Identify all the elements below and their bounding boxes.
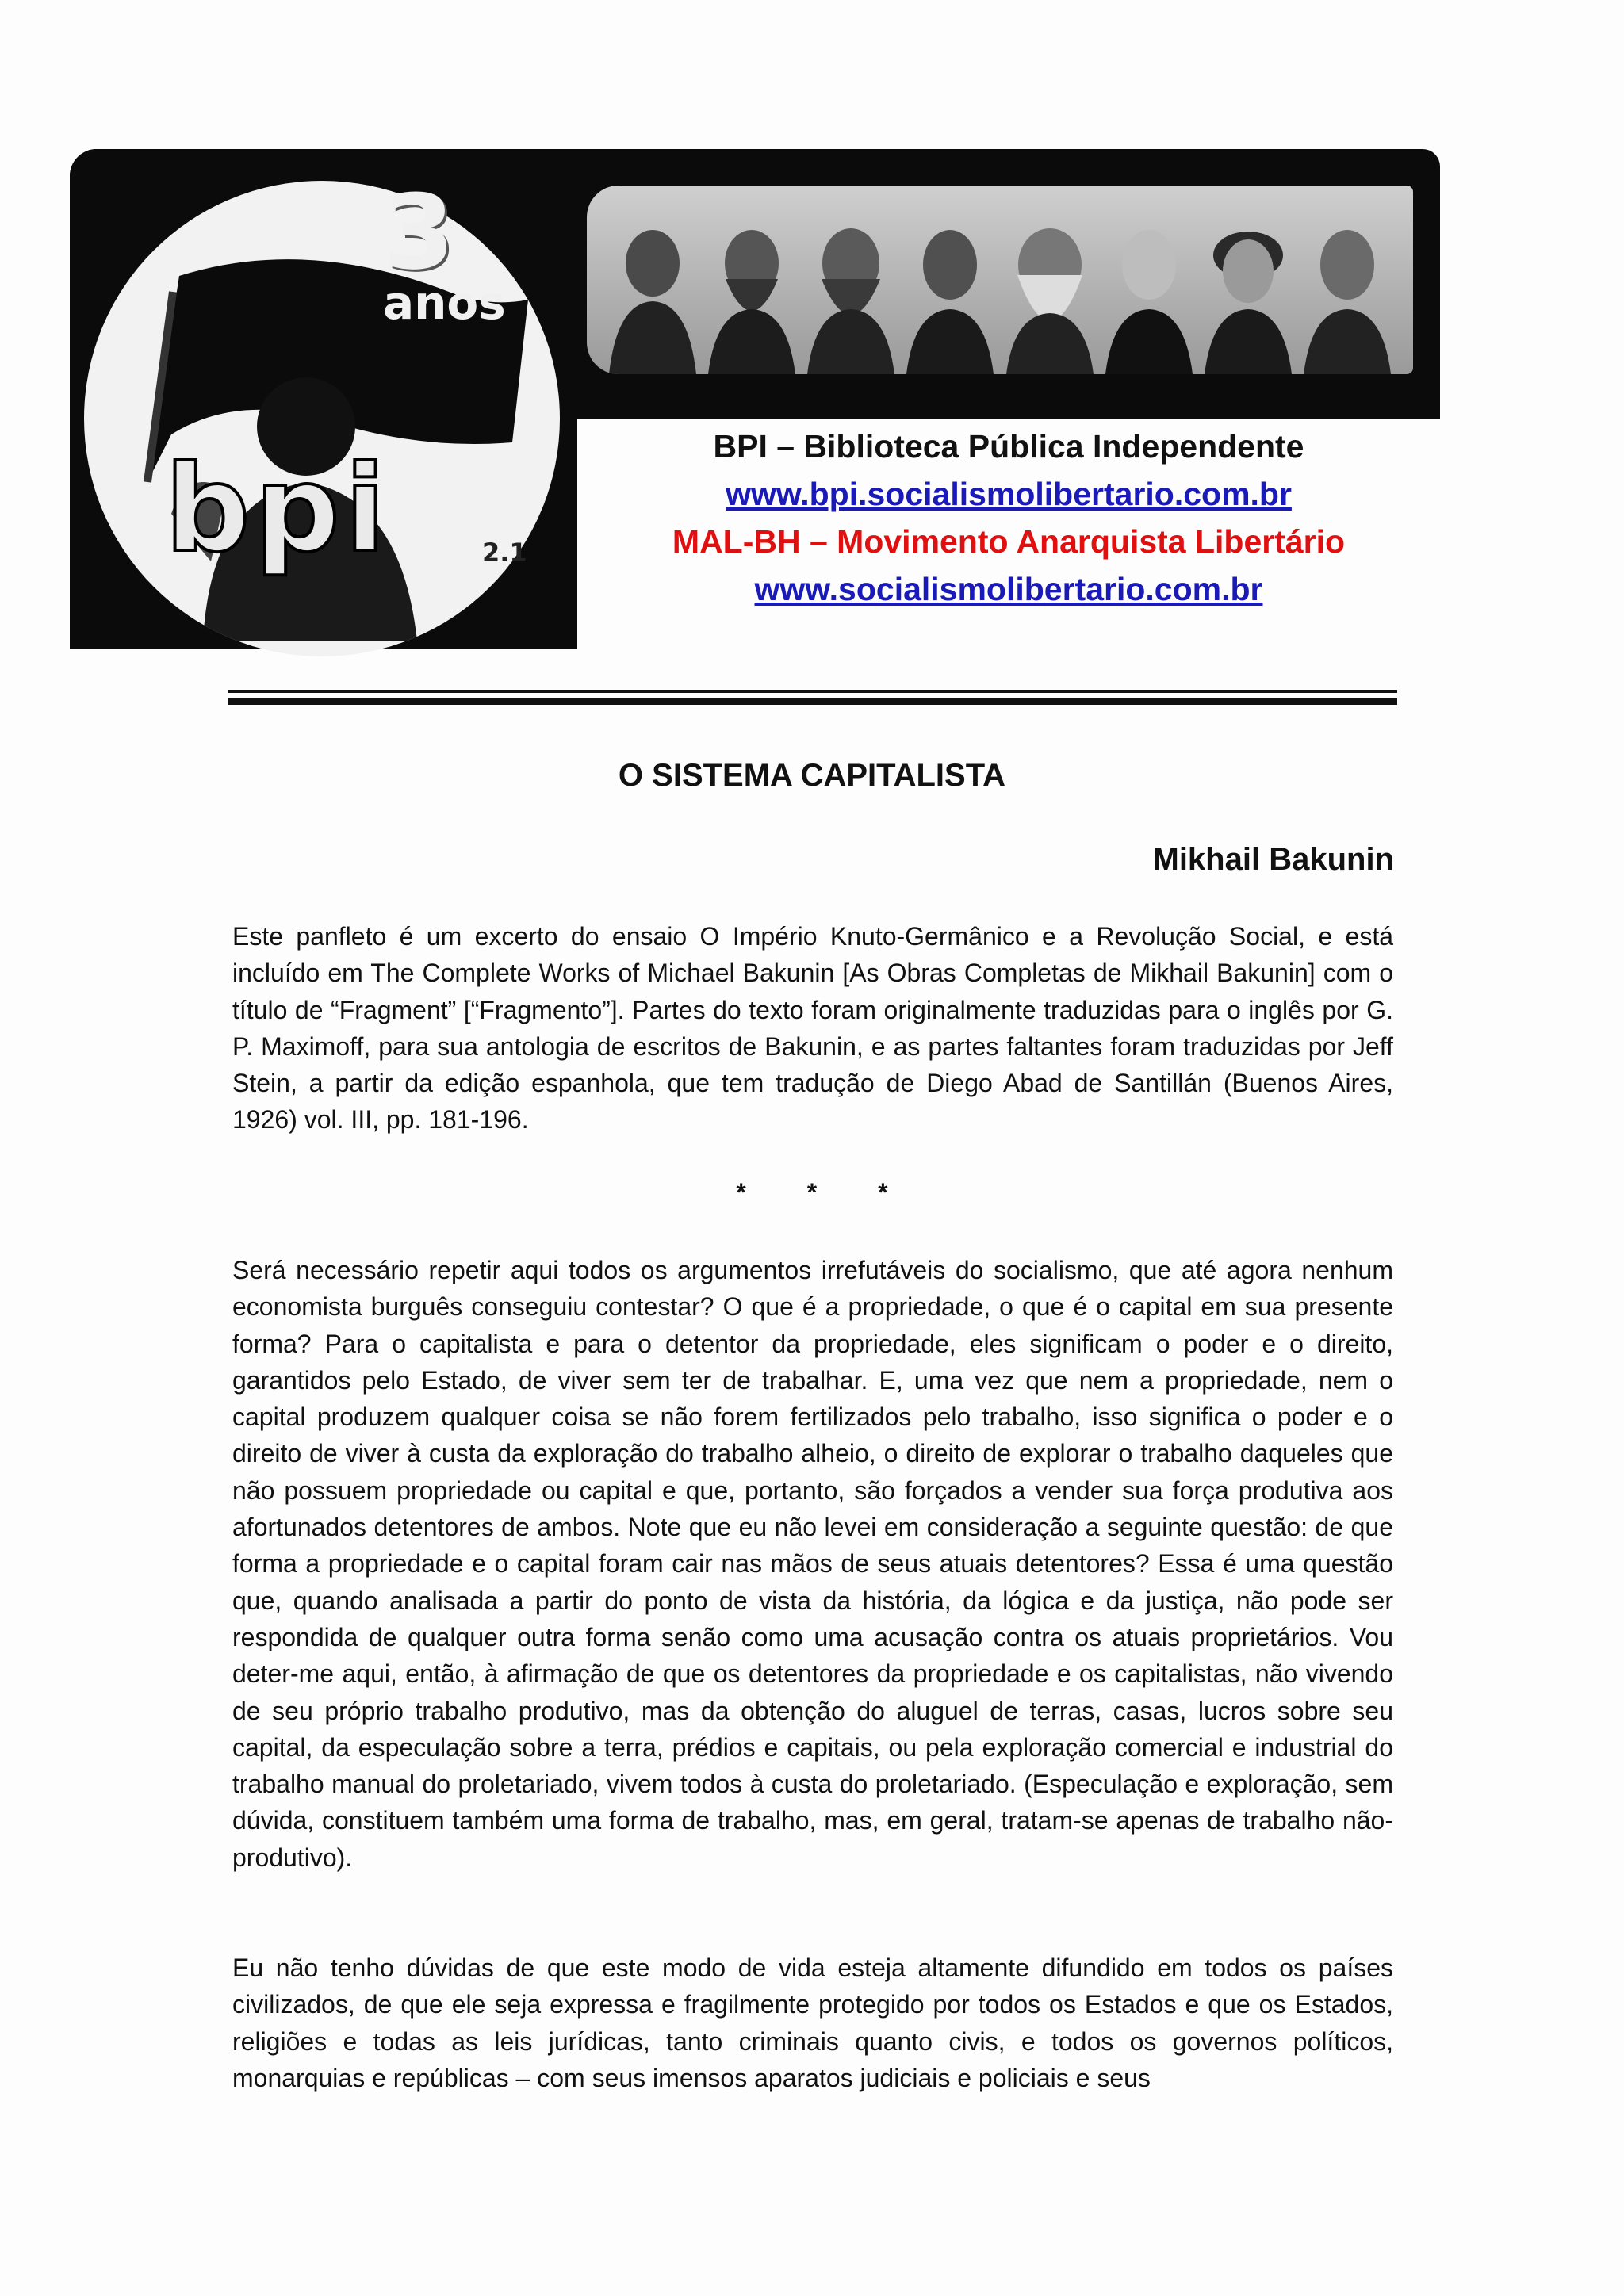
body-paragraph-2: Eu não tenho dúvidas de que este modo de vida esteja altamente difundido em todos os países civilizados, de que ele seja expressa e fragilmente protegido por todos os Estados e que os Estados, religiões e todas as leis jurídicas, tanto criminais quanto civis, e todos os governos políticos, monarquias e repúblicas – com seus imensos aparatos judiciais e policiais e seus [232, 1954, 1393, 2092]
bpi-logo-text: bpi [165, 441, 391, 579]
portrait-image [1006, 208, 1094, 374]
portrait-image [609, 208, 696, 374]
banner-divider [568, 419, 576, 649]
portrait-image [1105, 208, 1193, 374]
portrait-image [708, 208, 795, 374]
anniversary-label: anos [383, 276, 506, 330]
document-author: Mikhail Bakunin [1152, 842, 1394, 877]
portrait-image [906, 208, 994, 374]
movement-url-link[interactable]: www.socialismolibertario.com.br [754, 571, 1263, 607]
bpi-logo [84, 172, 560, 656]
document-title: O SISTEMA CAPITALISTA [618, 758, 1006, 793]
portrait-strip [587, 186, 1413, 374]
header-separator [228, 690, 1397, 710]
library-name: BPI – Biblioteca Pública Independente [713, 428, 1304, 465]
banner-info [577, 423, 1440, 613]
portrait-image [1304, 208, 1391, 374]
section-separator: * * * [736, 1178, 915, 1207]
movement-name: MAL-BH – Movimento Anarquista Libertário [672, 523, 1346, 560]
library-url-link[interactable]: www.bpi.socialismolibertario.com.br [726, 476, 1292, 512]
intro-paragraph: Este panfleto é um excerto do ensaio O Império Knuto-Germânico e a Revolução Social, e está incluído em The Complete Works of Michael Bakunin [As Obras Completas de Mikhail Bakunin] com o título de “Fragment” [“Fragmento”]. Partes do texto foram originalmente traduzidas para o inglês por G. P. Maximoff, para sua antologia de escritos de Bakunin, e as partes faltantes foram traduzidas por Jeff Stein, a partir da edição espanhola, que tem tradução de Diego Abad de Santillán (Buenos Aires, 1926) vol. III, pp. 181-196. [232, 922, 1393, 1135]
portrait-image [807, 208, 894, 374]
body-paragraph-1: Será necessário repetir aqui todos os argumentos irrefutáveis do socialismo, que até agora nenhum economista burguês conseguiu contestar? O que é a propriedade, o que é o capital em sua presente forma? Para o capitalista e para o detentor da propriedade, eles significam o poder e o direito, garantidos pelo Estado, de viver sem ter de trabalhar. E, uma vez que nem a propriedade, nem o capital produzem qualquer coisa se não forem fertilizados pelo trabalho, isso significa o poder e o direito de viver à custa da exploração do trabalho alheio, o direito de explorar o trabalho daqueles que não possuem propriedade ou capital e que, portanto, são forçados a vender sua força produtiva aos afortunados detentores de ambos. Note que eu não levei em consideração a seguinte questão: de que forma a propriedade e o capital foram cair nas mãos de seus atuais detentores? Essa é uma questão que, quando analisada a partir do ponto de vista da história, da lógica e da justiça, não pode ser respondida de qualquer outra forma senão como uma acusação contra os atuais proprietários. Vou deter-me aqui, então, à afirmação de que os detentores da propriedade e os capitalistas, não vivendo de seu próprio trabalho produtivo, mas da obtenção do aluguel de terras, casas, lucros sobre seu capital, da especulação sobre a terra, prédios e capitais, ou pela exploração comercial e industrial do trabalho manual do proletariado, vivem todos à custa do proletariado. (Especulação e exploração, sem dúvida, constituem também uma forma de trabalho, mas, em geral, tratam-se apenas de trabalho não-produtivo). [232, 1256, 1393, 1872]
bpi-logo-version: 2.1 [482, 538, 527, 568]
header-banner [70, 149, 1440, 649]
anniversary-number: 3 [383, 172, 455, 293]
portrait-image [1205, 208, 1292, 374]
